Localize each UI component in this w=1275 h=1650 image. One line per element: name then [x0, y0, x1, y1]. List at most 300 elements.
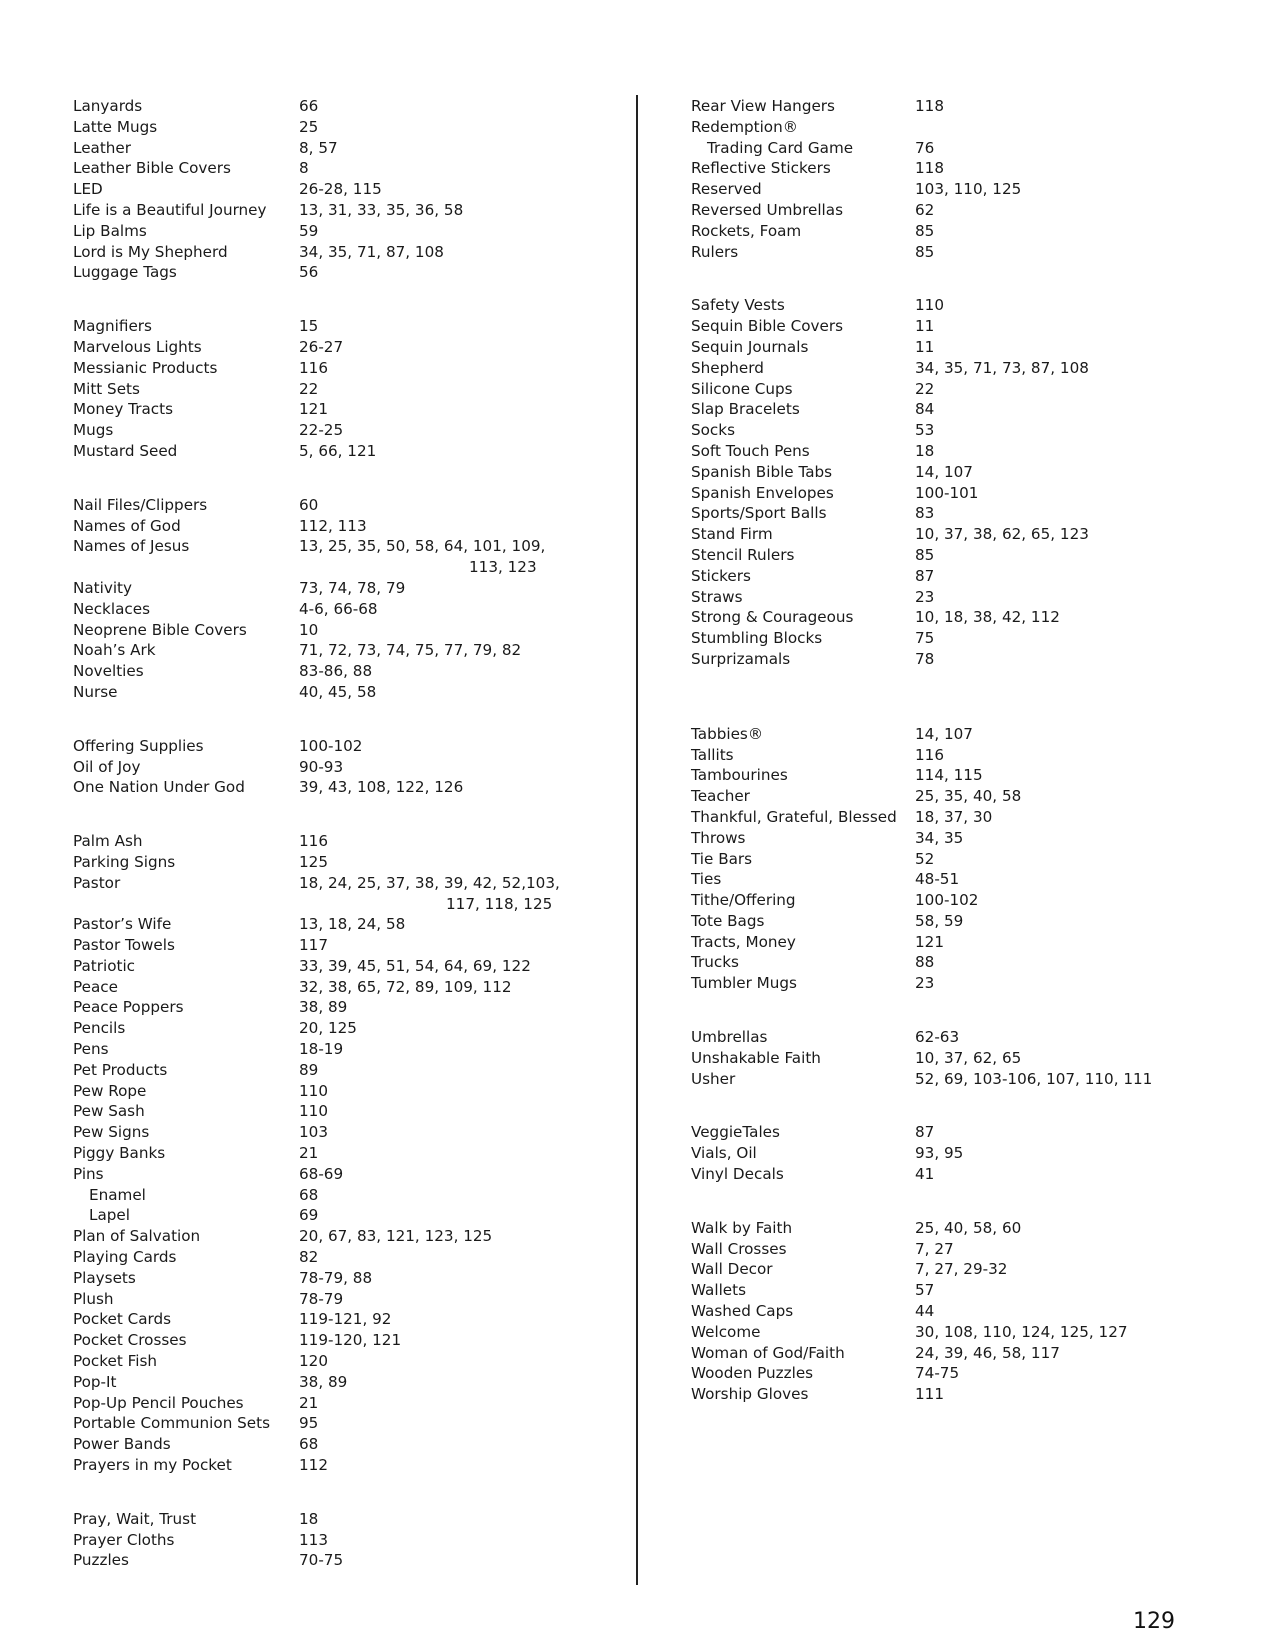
index-term: Woman of God/Faith	[691, 1343, 845, 1362]
index-term: Teacher	[691, 787, 750, 806]
index-term: Wall Crosses	[691, 1239, 787, 1258]
index-entry	[691, 628, 1251, 649]
index-term: Leather Bible Covers	[73, 159, 231, 178]
index-entry	[691, 221, 1251, 242]
index-pages: 20, 67, 83, 121, 123, 125	[299, 1227, 493, 1246]
index-entry	[691, 1122, 1251, 1143]
index-term: Reserved	[691, 180, 762, 199]
index-term: Palm Ash	[73, 832, 143, 851]
index-entry	[691, 524, 1251, 545]
index-term: Sequin Bible Covers	[691, 317, 843, 336]
index-term: Ties	[691, 870, 722, 889]
index-pages: 116	[915, 745, 944, 764]
index-term: Pew Signs	[73, 1123, 150, 1142]
index-entry	[691, 911, 1251, 932]
index-pages: 76	[915, 138, 935, 157]
index-pages: 18-19	[299, 1040, 344, 1059]
index-term: Straws	[691, 587, 743, 606]
index-pages: 119-120, 121	[299, 1331, 402, 1350]
index-pages: 26-27	[299, 337, 344, 356]
index-pages: 112	[299, 1456, 328, 1475]
index-term: Pastor’s Wife	[73, 915, 172, 934]
index-entry	[691, 441, 1251, 462]
index-term: Redemption®	[691, 117, 798, 136]
letter-group-spacer	[73, 283, 633, 316]
index-pages: 18	[299, 1509, 319, 1528]
index-term: Pop-It	[73, 1372, 117, 1391]
letter-group-spacer	[691, 994, 1251, 1027]
index-entry	[73, 956, 633, 977]
index-entry	[73, 1101, 633, 1122]
index-term: Leather	[73, 138, 132, 157]
index-pages: 22	[915, 379, 935, 398]
index-entry	[73, 138, 633, 159]
index-entry	[73, 1226, 633, 1247]
index-pages-continued: 117, 118, 125	[446, 894, 553, 913]
index-pages: 110	[299, 1081, 328, 1100]
index-entry	[691, 483, 1251, 504]
index-entry	[691, 379, 1251, 400]
index-pages: 21	[299, 1144, 319, 1163]
index-pages: 121	[299, 400, 328, 419]
index-pages: 11	[915, 317, 935, 336]
index-entry	[73, 96, 633, 117]
index-letter-group	[73, 1509, 633, 1571]
index-entry-continuation	[73, 557, 633, 578]
index-entry	[691, 828, 1251, 849]
index-term: Sequin Journals	[691, 337, 809, 356]
index-entry	[691, 765, 1251, 786]
index-pages: 8, 57	[299, 138, 338, 157]
index-entry	[73, 777, 633, 798]
index-term: Patriotic	[73, 956, 136, 975]
index-pages: 95	[299, 1414, 319, 1433]
index-entry	[691, 179, 1251, 200]
index-pages: 25, 40, 58, 60	[915, 1218, 1022, 1237]
index-pages: 7, 27, 29-32	[915, 1260, 1008, 1279]
index-pages: 23	[915, 974, 935, 993]
index-entry	[691, 869, 1251, 890]
index-entry	[691, 96, 1251, 117]
index-term: Tote Bags	[691, 911, 765, 930]
index-term: VeggieTales	[691, 1123, 780, 1142]
index-pages: 18, 24, 25, 37, 38, 39, 42, 52,103,	[299, 873, 560, 892]
index-column-left	[73, 96, 633, 1571]
index-letter-group	[691, 1218, 1251, 1405]
index-entry	[691, 649, 1251, 670]
index-term: Parking Signs	[73, 852, 176, 871]
index-entry	[691, 890, 1251, 911]
index-term: Plan of Salvation	[73, 1227, 201, 1246]
index-entry	[691, 745, 1251, 766]
index-entry	[73, 399, 633, 420]
index-entry	[73, 852, 633, 873]
index-pages: 38, 89	[299, 998, 348, 1017]
index-term: Stickers	[691, 566, 751, 585]
index-entry	[73, 495, 633, 516]
index-entry	[691, 295, 1251, 316]
index-pages: 85	[915, 221, 935, 240]
index-letter-group	[73, 831, 633, 1476]
index-pages: 113	[299, 1530, 328, 1549]
index-pages: 25, 35, 40, 58	[915, 787, 1022, 806]
index-entry	[691, 724, 1251, 745]
index-pages: 103	[299, 1123, 328, 1142]
index-term: Thankful, Grateful, Blessed	[691, 807, 897, 826]
index-pages: 93, 95	[915, 1144, 964, 1163]
index-term: Playsets	[73, 1268, 136, 1287]
index-pages: 10, 37, 62, 65	[915, 1048, 1022, 1067]
index-term: Vials, Oil	[691, 1144, 757, 1163]
index-pages: 20, 125	[299, 1019, 357, 1038]
index-term: Socks	[691, 421, 735, 440]
index-pages: 88	[915, 953, 935, 972]
index-entry	[73, 316, 633, 337]
index-pages: 26-28, 115	[299, 180, 382, 199]
index-pages: 10, 18, 38, 42, 112	[915, 608, 1060, 627]
index-entry	[691, 117, 1251, 138]
index-pages: 78-79	[299, 1289, 344, 1308]
index-entry	[73, 1372, 633, 1393]
index-entry	[73, 682, 633, 703]
index-pages: 100-102	[915, 891, 979, 910]
letter-group-spacer	[691, 262, 1251, 295]
index-entry	[73, 516, 633, 537]
index-term: Lapel	[89, 1206, 130, 1225]
index-term: Sports/Sport Balls	[691, 504, 827, 523]
index-term: Prayer Cloths	[73, 1530, 175, 1549]
index-entry	[73, 1351, 633, 1372]
index-pages: 103, 110, 125	[915, 180, 1022, 199]
index-pages: 78	[915, 649, 935, 668]
index-pages: 62-63	[915, 1028, 960, 1047]
index-entry	[691, 1363, 1251, 1384]
index-entry	[691, 158, 1251, 179]
index-term: Names of Jesus	[73, 537, 190, 556]
index-entry	[691, 316, 1251, 337]
index-term: Throws	[691, 828, 746, 847]
index-term: Shepherd	[691, 358, 764, 377]
index-pages: 34, 35	[915, 828, 964, 847]
index-pages: 85	[915, 545, 935, 564]
index-entry	[691, 399, 1251, 420]
index-term: Lip Balms	[73, 221, 147, 240]
index-term: Necklaces	[73, 599, 150, 618]
index-term: Peace	[73, 977, 118, 996]
index-entry	[691, 807, 1251, 828]
index-term: Tithe/Offering	[691, 891, 796, 910]
index-term: Neoprene Bible Covers	[73, 620, 247, 639]
index-pages: 52	[915, 849, 935, 868]
index-pages: 13, 31, 33, 35, 36, 58	[299, 200, 464, 219]
index-pages: 78-79, 88	[299, 1268, 373, 1287]
index-pages: 116	[299, 832, 328, 851]
index-letter-group	[73, 316, 633, 462]
index-pages: 13, 18, 24, 58	[299, 915, 406, 934]
index-pages: 7, 27	[915, 1239, 954, 1258]
index-entry	[73, 221, 633, 242]
index-term: Pop-Up Pencil Pouches	[73, 1393, 244, 1412]
index-pages: 30, 108, 110, 124, 125, 127	[915, 1322, 1128, 1341]
index-term: Welcome	[691, 1322, 761, 1341]
index-term: Piggy Banks	[73, 1144, 166, 1163]
index-pages: 13, 25, 35, 50, 58, 64, 101, 109,	[299, 537, 546, 556]
index-letter-group	[691, 724, 1251, 994]
index-term: Marvelous Lights	[73, 337, 202, 356]
index-term: Wallets	[691, 1281, 747, 1300]
index-entry	[73, 997, 633, 1018]
index-pages: 87	[915, 566, 935, 585]
index-entry	[73, 441, 633, 462]
index-entry	[73, 1205, 633, 1226]
index-term: Magnifiers	[73, 317, 152, 336]
index-term: Peace Poppers	[73, 998, 184, 1017]
index-entry	[73, 242, 633, 263]
index-pages: 110	[915, 296, 944, 315]
index-term: Nativity	[73, 578, 132, 597]
index-term: Worship Gloves	[691, 1385, 809, 1404]
index-pages: 40, 45, 58	[299, 682, 377, 701]
index-entry	[691, 1239, 1251, 1260]
index-term: Vinyl Decals	[691, 1165, 784, 1184]
index-term: Enamel	[89, 1185, 146, 1204]
index-term: Strong & Courageous	[691, 608, 854, 627]
index-term: Puzzles	[73, 1551, 129, 1570]
index-entry	[691, 1301, 1251, 1322]
index-pages: 22	[299, 379, 319, 398]
index-entry	[73, 640, 633, 661]
index-entry	[691, 1027, 1251, 1048]
index-entry	[73, 1039, 633, 1060]
index-term: Tracts, Money	[691, 932, 796, 951]
index-entry	[691, 462, 1251, 483]
index-entry	[73, 379, 633, 400]
index-entry	[691, 1069, 1251, 1090]
index-entry	[691, 1280, 1251, 1301]
letter-group-spacer	[691, 1185, 1251, 1218]
index-entry	[691, 503, 1251, 524]
index-entry	[73, 117, 633, 138]
index-term: Plush	[73, 1289, 114, 1308]
index-pages-continued: 113, 123	[469, 558, 537, 577]
index-term: Nail Files/Clippers	[73, 495, 208, 514]
index-entry	[691, 952, 1251, 973]
index-term: Stumbling Blocks	[691, 629, 823, 648]
index-term: Reversed Umbrellas	[691, 200, 843, 219]
index-term: Tumbler Mugs	[691, 974, 797, 993]
index-pages: 120	[299, 1352, 328, 1371]
index-entry	[73, 337, 633, 358]
index-pages: 18, 37, 30	[915, 807, 993, 826]
index-entry	[691, 358, 1251, 379]
index-term: Pocket Fish	[73, 1352, 158, 1371]
index-entry	[73, 1247, 633, 1268]
index-pages: 89	[299, 1060, 319, 1079]
index-term: One Nation Under God	[73, 778, 245, 797]
index-term: Tallits	[691, 745, 734, 764]
index-pages: 8	[299, 159, 309, 178]
index-entry	[73, 873, 633, 894]
index-entry	[73, 736, 633, 757]
index-entry	[73, 536, 633, 557]
index-entry	[73, 620, 633, 641]
index-entry	[691, 1218, 1251, 1239]
index-entry	[73, 420, 633, 441]
index-pages: 38, 89	[299, 1372, 348, 1391]
letter-group-spacer	[73, 703, 633, 736]
index-pages: 121	[915, 932, 944, 951]
index-pages: 15	[299, 317, 319, 336]
index-term: Pew Sash	[73, 1102, 145, 1121]
index-pages: 22-25	[299, 421, 344, 440]
index-entry	[691, 1384, 1251, 1405]
index-term: Stand Firm	[691, 525, 773, 544]
index-term: Pencils	[73, 1019, 126, 1038]
index-letter-group	[691, 295, 1251, 669]
index-pages: 60	[299, 495, 319, 514]
index-letter-group	[73, 736, 633, 798]
index-term: Tambourines	[691, 766, 788, 785]
index-term: Pins	[73, 1164, 104, 1183]
index-pages: 68	[299, 1435, 319, 1454]
index-term: Novelties	[73, 662, 144, 681]
index-term: Portable Communion Sets	[73, 1414, 270, 1433]
index-pages: 39, 43, 108, 122, 126	[299, 778, 464, 797]
index-entry-continuation	[73, 894, 633, 915]
index-term: Wooden Puzzles	[691, 1364, 814, 1383]
letter-group-spacer	[691, 670, 1251, 724]
index-pages: 14, 107	[915, 724, 973, 743]
index-pages: 41	[915, 1165, 935, 1184]
index-term: Names of God	[73, 516, 181, 535]
index-pages: 100-101	[915, 483, 979, 502]
index-pages: 34, 35, 71, 87, 108	[299, 242, 444, 261]
index-pages: 69	[299, 1206, 319, 1225]
index-entry	[691, 849, 1251, 870]
index-entry	[73, 661, 633, 682]
index-entry	[73, 262, 633, 283]
index-term: Spanish Bible Tabs	[691, 462, 833, 481]
index-entry	[73, 831, 633, 852]
index-entry	[691, 566, 1251, 587]
index-term: Pew Rope	[73, 1081, 147, 1100]
letter-group-spacer	[73, 798, 633, 831]
index-entry	[73, 914, 633, 935]
index-entry	[73, 158, 633, 179]
index-term: Noah’s Ark	[73, 641, 156, 660]
page-number: 129	[1133, 1609, 1175, 1634]
index-term: Umbrellas	[691, 1028, 768, 1047]
index-entry	[691, 242, 1251, 263]
index-term: LED	[73, 180, 103, 199]
index-pages: 10	[299, 620, 319, 639]
index-entry	[691, 337, 1251, 358]
column-divider	[636, 95, 638, 1585]
letter-group-spacer	[691, 1089, 1251, 1122]
index-pages: 53	[915, 421, 935, 440]
index-pages: 74-75	[915, 1364, 960, 1383]
index-entry	[73, 1393, 633, 1414]
index-pages: 4-6, 66-68	[299, 599, 378, 618]
index-pages: 118	[915, 97, 944, 115]
index-term: Nurse	[73, 682, 118, 701]
index-pages: 44	[915, 1302, 935, 1321]
index-pages: 25	[299, 117, 319, 136]
index-entry	[73, 977, 633, 998]
index-entry	[691, 1048, 1251, 1069]
index-entry	[691, 545, 1251, 566]
index-term: Trucks	[691, 953, 739, 972]
index-entry	[73, 200, 633, 221]
letter-group-spacer	[73, 462, 633, 495]
index-term: Reflective Stickers	[691, 159, 831, 178]
index-term: Rear View Hangers	[691, 97, 835, 115]
index-term: Luggage Tags	[73, 263, 177, 282]
index-pages: 100-102	[299, 736, 363, 755]
index-letter-group	[73, 96, 633, 283]
index-entry	[691, 587, 1251, 608]
index-pages: 33, 39, 45, 51, 54, 64, 69, 122	[299, 956, 531, 975]
index-entry	[691, 1143, 1251, 1164]
index-entry	[691, 932, 1251, 953]
index-pages: 52, 69, 103-106, 107, 110, 111	[915, 1069, 1153, 1088]
index-pages: 23	[915, 587, 935, 606]
index-term: Lord is My Shepherd	[73, 242, 228, 261]
index-entry	[73, 757, 633, 778]
index-entry	[691, 1322, 1251, 1343]
index-entry	[73, 1509, 633, 1530]
index-entry	[691, 138, 1251, 159]
index-entry	[73, 1330, 633, 1351]
index-entry	[691, 1343, 1251, 1364]
index-entry	[691, 1164, 1251, 1185]
index-pages: 85	[915, 242, 935, 261]
index-term: Life is a Beautiful Journey	[73, 200, 267, 219]
index-term: Washed Caps	[691, 1302, 794, 1321]
index-term: Pastor	[73, 873, 121, 892]
index-pages: 84	[915, 400, 935, 419]
index-term: Rulers	[691, 242, 739, 261]
index-pages: 75	[915, 629, 935, 648]
index-term: Surprizamals	[691, 649, 791, 668]
index-term: Safety Vests	[691, 296, 785, 315]
index-pages: 48-51	[915, 870, 960, 889]
index-entry	[73, 1060, 633, 1081]
index-term: Money Tracts	[73, 400, 173, 419]
index-entry	[73, 1018, 633, 1039]
index-pages: 57	[915, 1281, 935, 1300]
index-term: Slap Bracelets	[691, 400, 800, 419]
index-term: Unshakable Faith	[691, 1048, 821, 1067]
index-term: Wall Decor	[691, 1260, 773, 1279]
index-pages: 66	[299, 97, 319, 115]
index-pages: 14, 107	[915, 462, 973, 481]
index-pages: 90-93	[299, 757, 344, 776]
index-term: Pet Products	[73, 1060, 168, 1079]
index-term: Pray, Wait, Trust	[73, 1509, 197, 1528]
index-pages: 116	[299, 358, 328, 377]
index-entry	[73, 1143, 633, 1164]
letter-group-spacer	[73, 1476, 633, 1509]
index-term: Pocket Cards	[73, 1310, 172, 1329]
index-entry	[691, 786, 1251, 807]
index-pages: 59	[299, 221, 319, 240]
index-pages: 83-86, 88	[299, 662, 373, 681]
index-pages: 21	[299, 1393, 319, 1412]
index-term: Messianic Products	[73, 358, 218, 377]
index-entry	[73, 1413, 633, 1434]
index-pages: 34, 35, 71, 73, 87, 108	[915, 358, 1089, 377]
